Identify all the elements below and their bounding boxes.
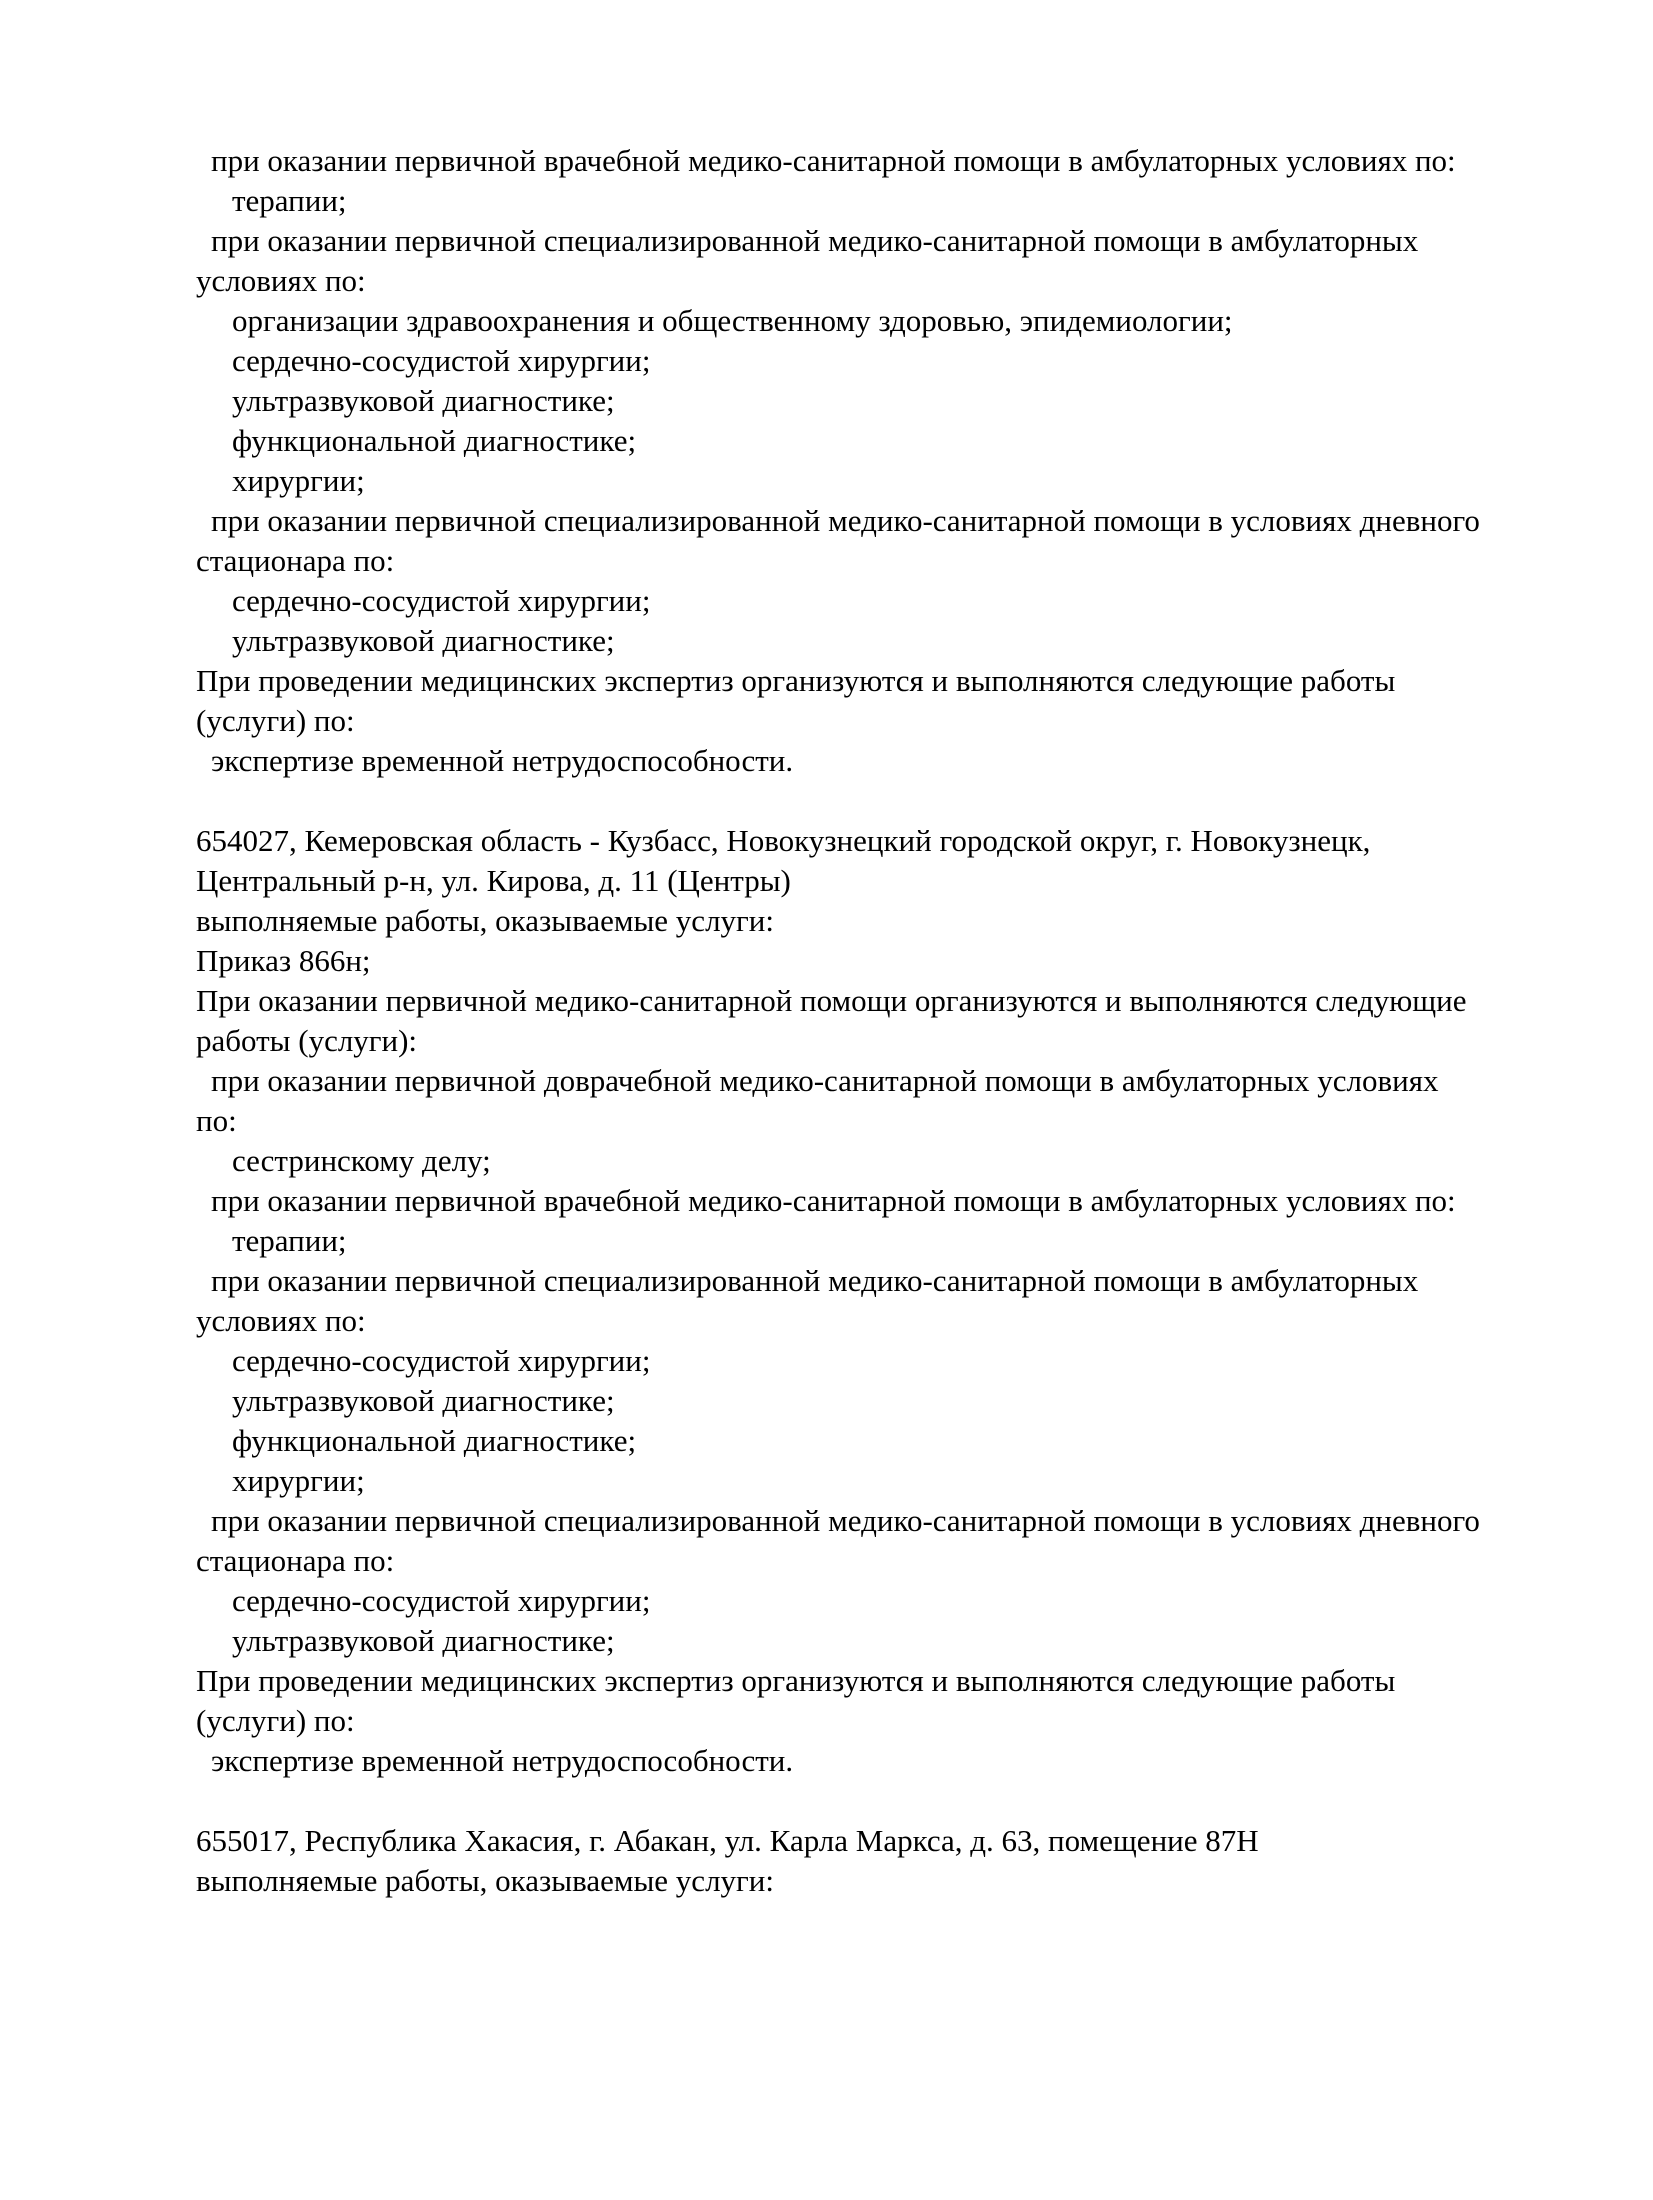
text-line: экспертизе временной нетрудоспособности. <box>211 743 794 778</box>
text-line: (услуги) по: <box>196 703 355 738</box>
text-line: сердечно-сосудистой хирургии; <box>232 583 651 618</box>
text-line: 654027, Кемеровская область - Кузбасс, Новокузнецкий городской округ, г. Новокузнецк, <box>196 823 1371 858</box>
text-line: экспертизе временной нетрудоспособности. <box>211 1743 794 1778</box>
text-line: функциональной диагностике; <box>232 1423 637 1458</box>
text-line: сердечно-сосудистой хирургии; <box>232 343 651 378</box>
text-line: стационара по: <box>196 543 395 578</box>
license-text-column <box>196 141 1596 1901</box>
text-line: при оказании первичной специализированной медико-санитарной помощи в амбулаторных <box>211 223 1419 258</box>
text-line: условиях по: <box>196 1303 366 1338</box>
text-line: при оказании первичной врачебной медико-санитарной помощи в амбулаторных условиях по: <box>211 143 1456 178</box>
text-line: при оказании первичной специализированной медико-санитарной помощи в условиях дневного <box>211 503 1480 538</box>
text-line: условиях по: <box>196 263 366 298</box>
text-line: функциональной диагностике; <box>232 423 637 458</box>
text-line: при оказании первичной врачебной медико-санитарной помощи в амбулаторных условиях по: <box>211 1183 1456 1218</box>
text-line <box>196 781 1596 821</box>
text-line: стационара по: <box>196 1543 395 1578</box>
text-line: ультразвуковой диагностике; <box>232 623 615 658</box>
text-line: терапии; <box>232 183 347 218</box>
text-line: по: <box>196 1103 237 1138</box>
text-line: сердечно-сосудистой хирургии; <box>232 1343 651 1378</box>
text-line: Приказ 866н; <box>196 943 371 978</box>
text-line: организации здравоохранения и общественному здоровью, эпидемиологии; <box>232 303 1233 338</box>
text-line: Центральный р-н, ул. Кирова, д. 11 (Центры) <box>196 863 791 898</box>
text-line: 655017, Республика Хакасия, г. Абакан, ул. Карла Маркса, д. 63, помещение 87Н <box>196 1823 1259 1858</box>
text-line: сердечно-сосудистой хирургии; <box>232 1583 651 1618</box>
text-line: сестринскому делу; <box>232 1143 491 1178</box>
text-line: хирургии; <box>232 463 365 498</box>
text-line: при оказании первичной доврачебной медико-санитарной помощи в амбулаторных условиях <box>211 1063 1439 1098</box>
text-line: терапии; <box>232 1223 347 1258</box>
text-line: при оказании первичной специализированной медико-санитарной помощи в условиях дневного <box>211 1503 1480 1538</box>
text-line: ультразвуковой диагностике; <box>232 1623 615 1658</box>
text-line: ультразвуковой диагностике; <box>232 1383 615 1418</box>
text-line: При проведении медицинских экспертиз организуются и выполняются следующие работы <box>196 1663 1396 1698</box>
text-line: При проведении медицинских экспертиз организуются и выполняются следующие работы <box>196 663 1396 698</box>
text-line: при оказании первичной специализированной медико-санитарной помощи в амбулаторных <box>211 1263 1419 1298</box>
text-line: выполняемые работы, оказываемые услуги: <box>196 1863 774 1898</box>
text-line: работы (услуги): <box>196 1023 418 1058</box>
text-line: (услуги) по: <box>196 1703 355 1738</box>
text-line: При оказании первичной медико-санитарной помощи организуются и выполняются следующие <box>196 983 1467 1018</box>
text-line: хирургии; <box>232 1463 365 1498</box>
text-line: выполняемые работы, оказываемые услуги: <box>196 903 774 938</box>
text-line <box>196 1781 1596 1821</box>
text-line: ультразвуковой диагностике; <box>232 383 615 418</box>
